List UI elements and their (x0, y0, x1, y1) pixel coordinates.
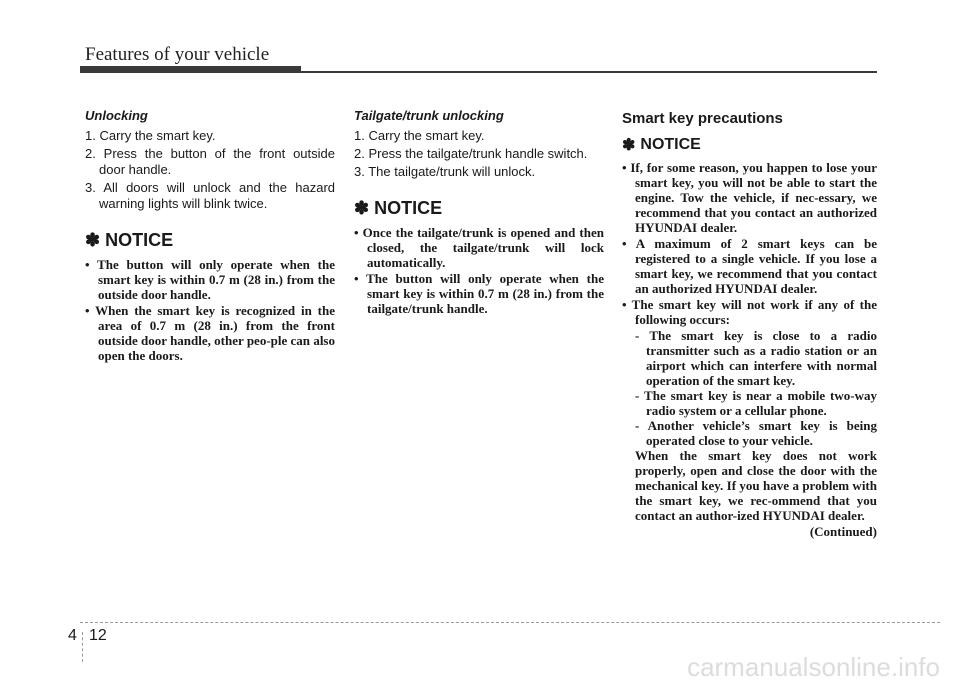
footer-dashed-rule (80, 622, 940, 623)
header-bar-thick (80, 66, 301, 73)
notice-heading (85, 230, 335, 251)
watermark: carmanualsonline.info (687, 652, 940, 682)
sub-items-block (622, 328, 877, 523)
step-item: 1. Carry the smart key. (354, 128, 485, 143)
section-heading: Smart key precautions (622, 110, 783, 127)
tailgate-steps (354, 128, 604, 180)
notice-heading (354, 198, 604, 219)
section-number: 4 (68, 627, 77, 644)
bullet-item: • Once the tailgate/trunk is opened and then closed, the tailgate/trunk will lock automatically. (354, 225, 604, 270)
step-item: 3. All doors will unlock and the hazard warning lights will blink twice. (85, 180, 335, 211)
bullet-item: • When the smart key is recognized in the area of 0.7 m (28 in.) from the front outside door handle, other peo-ple can also open the doors. (85, 303, 335, 363)
column-smart-key-precautions (622, 108, 877, 540)
notice-bullets (85, 257, 335, 363)
step-item: 2. Press the tailgate/trunk handle switch. (354, 146, 588, 161)
notice-label: NOTICE (640, 136, 701, 153)
tailgate-heading: Tailgate/trunk unlocking (354, 108, 504, 123)
unlocking-heading: Unlocking (85, 108, 148, 123)
interference-list (635, 328, 877, 448)
notice-star-icon: ✽ (85, 230, 101, 250)
unlocking-steps (85, 128, 335, 212)
notice-star-icon: ✽ (622, 137, 636, 154)
bullet-item: • If, for some reason, you happen to lose your smart key, you will not be able to start the engine. Tow the vehicle, if nec-essary, we recommend that you contact an authorized HYUNDAI dealer. (622, 160, 877, 235)
column-unlocking (85, 108, 335, 364)
step-item: 3. The tailgate/trunk will unlock. (354, 164, 536, 179)
notice-label: NOTICE (105, 230, 174, 250)
notice-bullets (354, 225, 604, 316)
column-tailgate (354, 108, 604, 317)
closing-paragraph: When the smart key does not work properly, open and close the door with the mechanical key. If you have a problem with the smart key, we rec-ommend that you contact an author-ized HYUNDAI dealer. (635, 448, 877, 523)
bullet-item: • The smart key will not work if any of the following occurs: (622, 297, 877, 327)
header-rule (301, 71, 877, 73)
step-item: 2. Press the button of the front outside door handle. (85, 146, 335, 177)
notice-heading (622, 135, 877, 155)
footer-vertical-rule (82, 632, 83, 662)
notice-star-icon: ✽ (354, 198, 370, 218)
dash-item: - The smart key is close to a radio transmitter such as a radio station or an airport which can interfere with normal operation of the smart key. (635, 328, 877, 388)
notice-label: NOTICE (374, 198, 443, 218)
bullet-item: • The button will only operate when the smart key is within 0.7 m (28 in.) from the outside door handle. (85, 257, 335, 302)
dash-item: - Another vehicle’s smart key is being operated close to your vehicle. (635, 418, 877, 448)
bullet-item: • A maximum of 2 smart keys can be registered to a single vehicle. If you lose a smart key, we recommend that you contact an authorized HYUNDAI dealer. (622, 236, 877, 296)
step-item: 1. Carry the smart key. (85, 128, 216, 143)
bullet-item: • The button will only operate when the smart key is within 0.7 m (28 in.) from the tailgate/trunk handle. (354, 271, 604, 316)
precaution-bullets (622, 160, 877, 327)
page-number: 12 (89, 627, 107, 644)
dash-item: - The smart key is near a mobile two-way radio system or a cellular phone. (635, 388, 877, 418)
page-header-title: Features of your vehicle (85, 44, 270, 65)
continued-label: (Continued) (809, 524, 877, 539)
